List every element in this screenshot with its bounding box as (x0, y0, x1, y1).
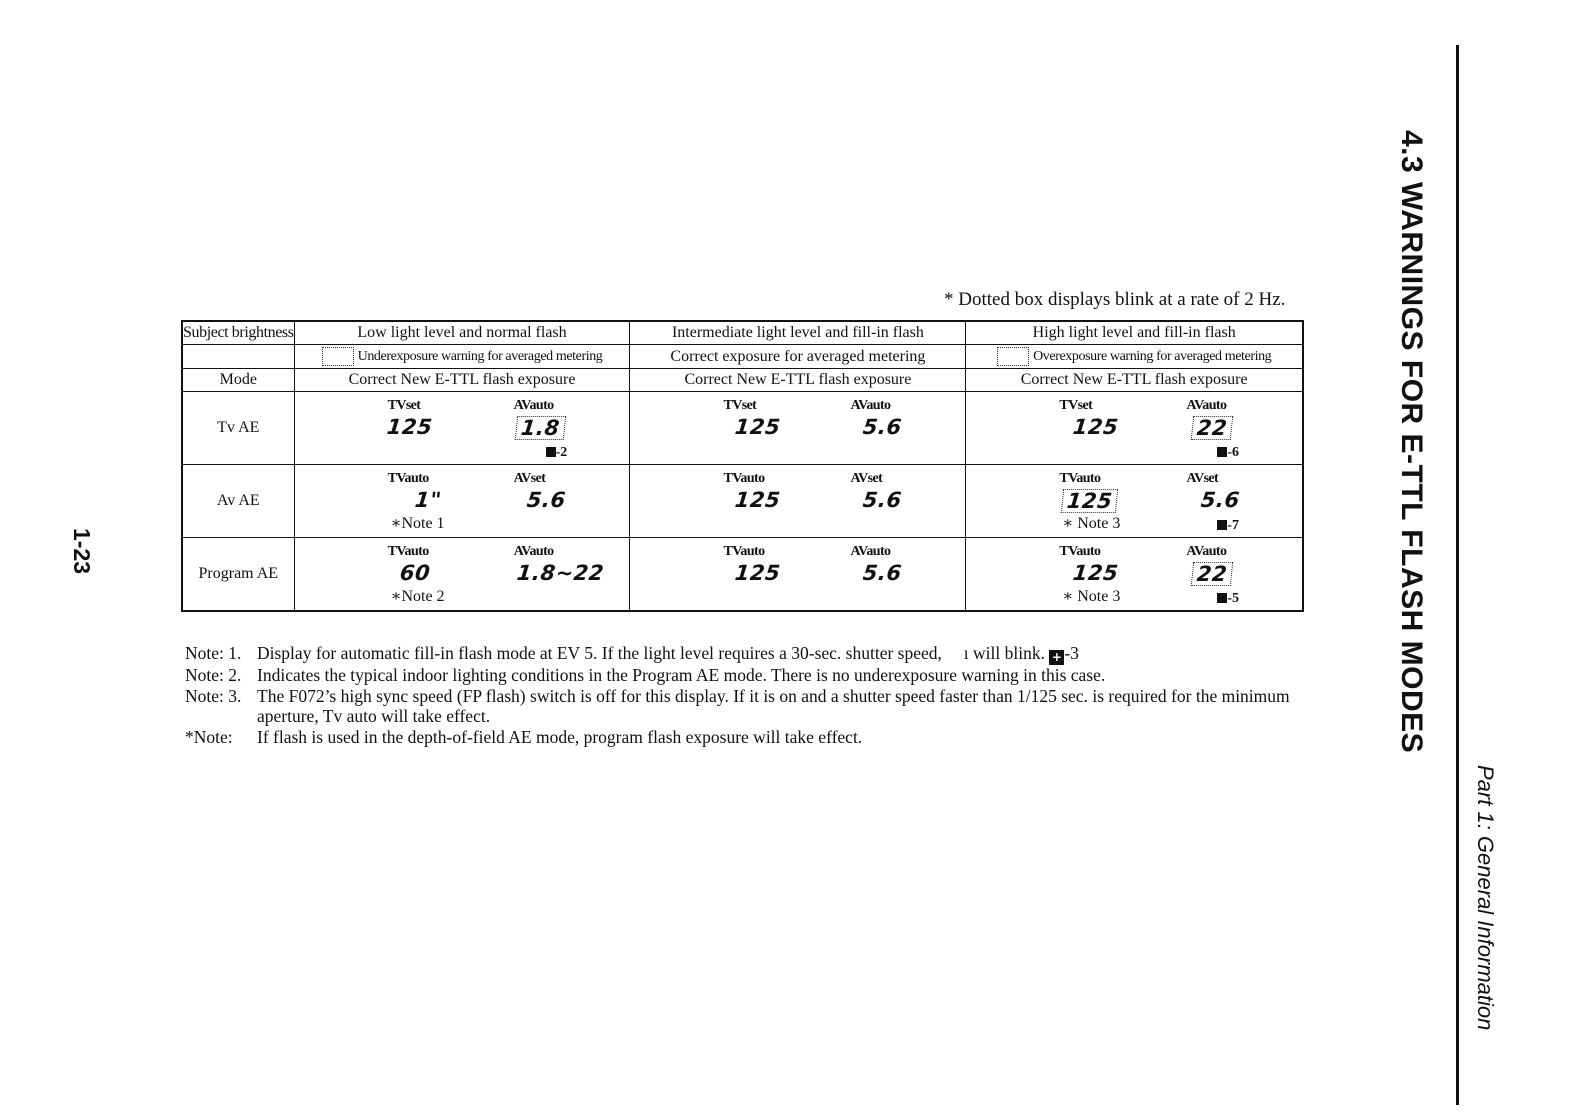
column-heading: Low light level and normal flash (294, 321, 630, 345)
mode-header: Mode (182, 369, 294, 392)
metering-text: Correct exposure for averaged metering (670, 347, 926, 365)
metering-text: Underexposure warning for averaged metering (357, 349, 603, 364)
setting-label: TVset (723, 398, 757, 413)
plus-reference-icon: + (1049, 650, 1064, 665)
lcd-value: 125 (1072, 561, 1120, 585)
display-cell (966, 538, 1303, 612)
ref-number: -3 (1064, 643, 1079, 663)
column-heading: High light level and fill-in flash (966, 321, 1303, 345)
lcd-value-blinking: 22 (1191, 416, 1234, 440)
note-tag: Note: 3. (185, 685, 242, 706)
part-label: Part 1: General Information (1473, 765, 1498, 1031)
note-text: Display for automatic fill-in flash mode at EV 5. If the light level requires a 30-sec. shutter speed, ı will blink. + -3 (257, 643, 1079, 664)
metering-cell (966, 345, 1303, 369)
reference-icon (546, 447, 556, 457)
reference-icon (1217, 520, 1227, 530)
flash-cell: Correct New E-TTL flash exposure (630, 369, 966, 392)
mode-row-program (182, 538, 1303, 612)
lcd-value: 60 (398, 561, 432, 585)
setting-label: AVauto (513, 544, 554, 559)
metering-row (182, 345, 1303, 369)
empty-cell (182, 345, 294, 369)
display-cell (630, 465, 966, 538)
note-tag: Note: 2. (185, 665, 242, 685)
reference-icon (1217, 447, 1227, 457)
note-tag: Note: 1. (185, 643, 242, 663)
setting-label: AVauto (850, 398, 891, 413)
lcd-value: 125 (734, 415, 783, 439)
metering-text: Overexposure warning for averaged metering (1033, 349, 1272, 364)
setting-label: AVauto (850, 544, 891, 559)
note-item (185, 665, 1295, 686)
display-cell (630, 538, 966, 612)
cell-note: ∗Note 1 (390, 515, 445, 532)
display-cell (294, 392, 630, 465)
lcd-value: 125 (1072, 415, 1120, 439)
lcd-value-blinking: 125 (1061, 489, 1119, 513)
ref-marker (1217, 515, 1239, 537)
ref-number: -5 (1227, 591, 1240, 606)
ref-marker (546, 442, 568, 464)
note-item (185, 727, 1295, 748)
lcd-value: 1" (413, 488, 443, 512)
metering-cell (630, 345, 966, 369)
lcd-value: 5.6 (862, 488, 904, 512)
lcd-value-blinking: 22 (1191, 562, 1234, 586)
lcd-value-blinking: 1.8 (514, 416, 565, 440)
reference-icon (1217, 593, 1227, 603)
setting-label: TVauto (387, 544, 429, 559)
note-text: The F072’s high sync speed (FP flash) switch is off for this display. If it is on and a shutter speed faster than 1/125 sec. is required for the minimum aperture, Tv auto will take effect. (257, 685, 1290, 726)
setting-label: TVauto (723, 471, 765, 486)
setting-label: AVauto (1186, 544, 1227, 559)
lcd-value: 5.6 (1200, 488, 1242, 512)
lcd-value: 125 (734, 561, 783, 585)
setting-label: TVset (387, 398, 421, 413)
note-text: Indicates the typical indoor lighting conditions in the Program AE mode. There is no underexposure warning in this case. (257, 665, 1106, 685)
display-cell (294, 538, 630, 612)
cell-note: ∗Note 2 (390, 588, 445, 605)
lcd-value: 125 (385, 415, 434, 439)
setting-label: TVset (1059, 398, 1093, 413)
corner-label: Subject brightness (182, 321, 294, 345)
note-item (185, 686, 1295, 727)
cell-note: ∗ Note 3 (1062, 515, 1121, 532)
setting-label: TVauto (1059, 471, 1101, 486)
setting-label: TVauto (723, 544, 765, 559)
shutter-glyph: ı (963, 643, 969, 663)
setting-label: AVset (850, 471, 883, 486)
section-title: 4.3 WARNINGS FOR E-TTL FLASH MODES (1395, 130, 1428, 754)
ref-marker (1217, 442, 1239, 464)
setting-label: AVset (1186, 471, 1219, 486)
notes-section (185, 643, 1295, 747)
setting-label: AVset (513, 471, 546, 486)
mode-label: Tv AE (182, 392, 294, 465)
setting-label: AVauto (513, 398, 554, 413)
flash-cell: Correct New E-TTL flash exposure (966, 369, 1303, 392)
mode-label: Av AE (182, 465, 294, 538)
lcd-value: 5.6 (525, 488, 567, 512)
note-item (185, 643, 1295, 665)
cell-note: ∗ Note 3 (1062, 588, 1121, 605)
display-cell (630, 392, 966, 465)
display-cell (294, 465, 630, 538)
mode-label: Program AE (182, 538, 294, 612)
lcd-value: 1.8~22 (515, 561, 605, 585)
ref-number: -6 (1227, 445, 1240, 460)
warnings-table (181, 320, 1304, 612)
setting-label: TVauto (387, 471, 429, 486)
page-number: 1-23 (69, 528, 95, 575)
ref-number: -2 (555, 445, 568, 460)
ref-number: -7 (1227, 518, 1240, 533)
mode-row-av (182, 465, 1303, 538)
sidebar-rule (1456, 45, 1459, 1105)
note-tag: *Note: (185, 726, 233, 747)
lcd-value: 5.6 (862, 561, 904, 585)
lcd-value: 5.6 (862, 415, 904, 439)
dotted-warning-box (322, 347, 354, 366)
metering-cell (294, 345, 630, 369)
lcd-value: 125 (734, 488, 783, 512)
mode-row-tv (182, 392, 1303, 465)
flash-row (182, 369, 1303, 392)
ref-marker (1217, 588, 1239, 610)
column-heading: Intermediate light level and fill-in flash (630, 321, 966, 345)
flash-cell: Correct New E-TTL flash exposure (294, 369, 630, 392)
table-header-row (182, 321, 1303, 345)
display-cell (966, 465, 1303, 538)
blink-note: * Dotted box displays blink at a rate of 2 Hz. (944, 289, 1286, 310)
setting-label: AVauto (1186, 398, 1227, 413)
dotted-warning-box (997, 347, 1029, 366)
display-cell (966, 392, 1303, 465)
setting-label: TVauto (1059, 544, 1101, 559)
note-text: If flash is used in the depth-of-field AE mode, program flash exposure will take effect. (257, 726, 863, 747)
